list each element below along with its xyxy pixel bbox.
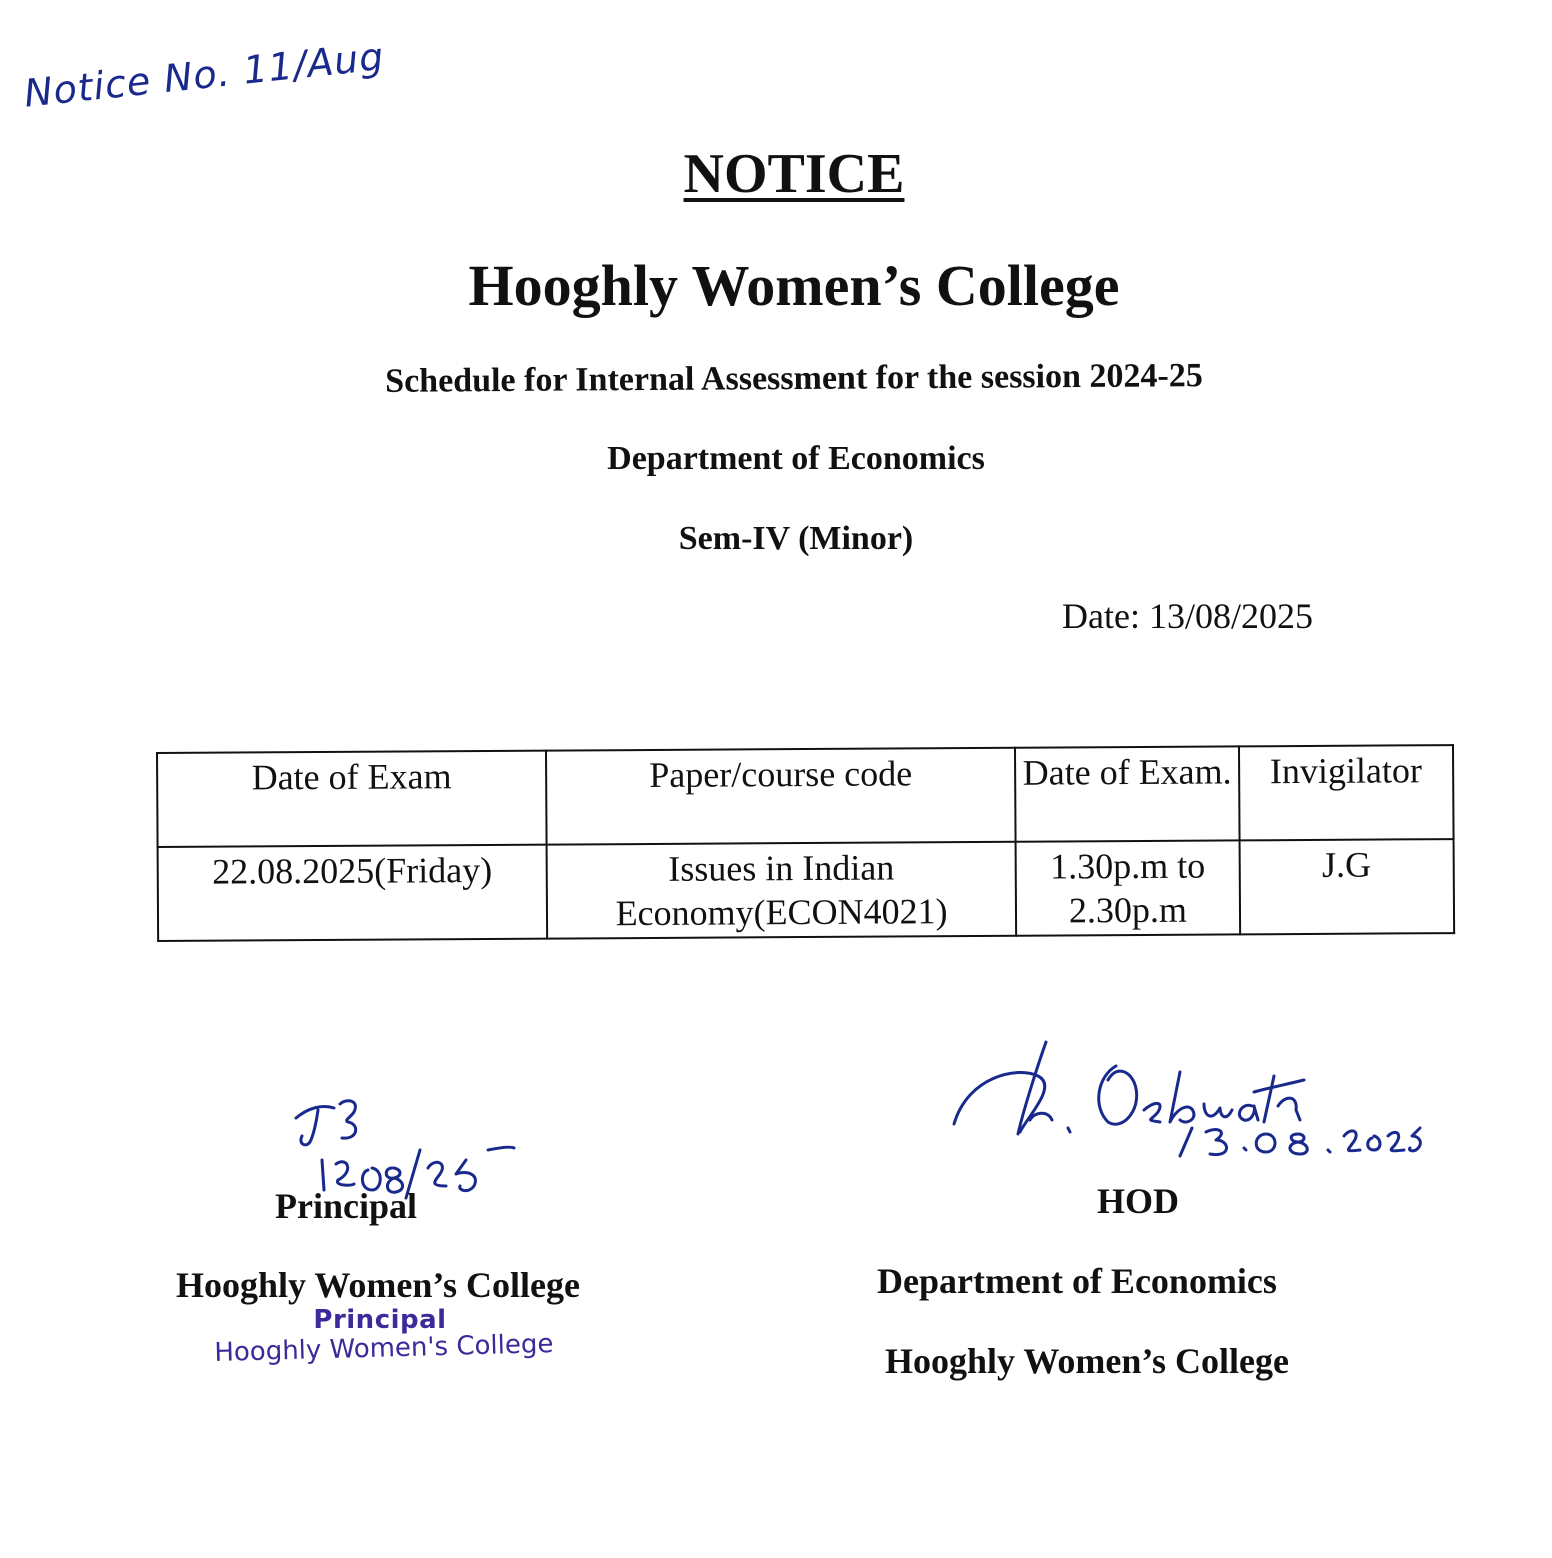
cell-invigilator: J.G [1239, 839, 1454, 934]
principal-stamp-title: Principal [313, 1305, 447, 1335]
hod-title: HOD [1097, 1181, 1180, 1221]
hod-signature [948, 1036, 1428, 1166]
column-header-date-of-exam: Date of Exam [157, 751, 546, 847]
principal-stamp-college: Hooghly Women's College [214, 1329, 554, 1368]
principal-college-name: Hooghly Women’s College [176, 1265, 580, 1305]
cell-paper-code: Issues in Indian Economy(ECON4021) [546, 842, 1016, 939]
notice-date: Date: 13/08/2025 [1062, 596, 1313, 636]
cell-exam-time: 1.30p.m to 2.30p.m [1016, 840, 1240, 935]
handwritten-notice-number: Notice No. 11/Aug [22, 34, 387, 116]
exam-schedule-table [156, 744, 1455, 942]
department-heading: Department of Economics [607, 440, 985, 477]
cell-exam-date: 22.08.2025(Friday) [158, 845, 547, 941]
table-row [158, 839, 1455, 941]
hod-department: Department of Economics [877, 1261, 1277, 1301]
schedule-heading: Schedule for Internal Assessment for the session 2024-25 [385, 357, 1203, 400]
notice-title: NOTICE [683, 143, 905, 205]
column-header-invigilator: Invigilator [1239, 745, 1454, 840]
column-header-paper-course-code: Paper/course code [546, 748, 1016, 845]
college-title: Hooghly Women’s College [468, 253, 1120, 318]
column-header-exam-time: Date of Exam. [1015, 746, 1239, 841]
table-header-row [157, 745, 1454, 847]
principal-signature [288, 1090, 528, 1200]
principal-title: Principal [275, 1186, 417, 1226]
hod-college-name: Hooghly Women’s College [885, 1341, 1289, 1381]
semester-heading: Sem-IV (Minor) [678, 520, 914, 557]
